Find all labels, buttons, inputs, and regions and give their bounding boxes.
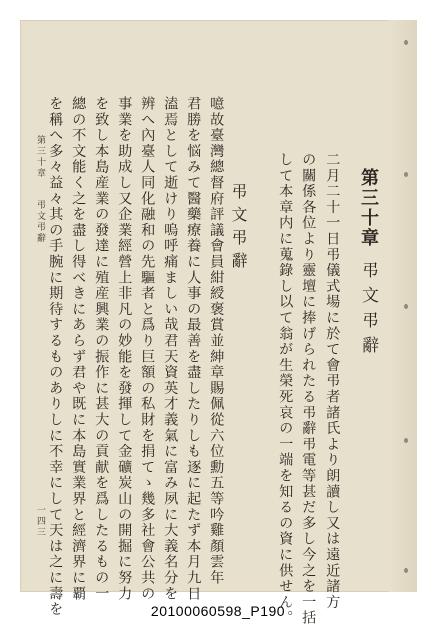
body-line: 溘焉として逝けり嗚呼痛ましい哉君天資英才義氣に富み夙に大義名分を [162, 96, 179, 602]
page-binding-edge [389, 20, 417, 592]
section-title: 弔文弔辭 [229, 183, 248, 275]
intro-line: の關係各位より靈壇に捧げられたる弔辭弔電等甚だ多し今之を一括 [300, 152, 317, 626]
running-header-chapter: 第三十章 [35, 135, 45, 179]
body-line: を致し本島産業の發達に殖産興業の振作に甚大の貢献を爲したるもの一 [93, 96, 110, 602]
chapter-heading: 第三十章 [358, 168, 379, 248]
body-line: 事業を助成し又企業經營上非凡の妙能を發揮して金礦炭山の開掘に努力 [116, 96, 133, 602]
binding-hole [404, 568, 408, 573]
body-line: を稱へ多々益々其の手腕に期待するものありしに不幸にして天は之に壽を [47, 96, 64, 618]
intro-line: して本章内に蒐錄し以て翁が生榮死哀の一端を知るの資に供せん。 [277, 152, 294, 626]
running-header-title: 弔文弔辭 [35, 200, 45, 244]
body-line: 總の不文能く之を盡し得べきにあらず君や既に本島實業界と經濟界に覇 [70, 96, 87, 602]
chapter-title: 弔文弔辭 [358, 261, 378, 361]
body-line: 辨へ內臺人同化融和の先驅者と爲り巨額の私財を捐てゝ幾多社會公共の [139, 96, 156, 602]
binding-hole [404, 172, 408, 177]
page-number: 一四三 [35, 505, 45, 538]
image-caption: 20100060598_P190 [150, 603, 286, 619]
body-line: 君勝を悩みて醫藥療養に人事の最善を盡したりしも逐に起たず本月九日 [185, 96, 202, 602]
binding-hole [404, 438, 408, 443]
intro-line: 二月二十一日弔儀式場に於て會弔者諸氏より朗讀し又は遠近諸方 [324, 152, 341, 611]
binding-hole [404, 304, 408, 309]
binding-hole [404, 40, 408, 45]
body-line: 噫故臺灣總督府評議會員紺綬褒賞並紳章賜佩從六位勳五等吟雞顏雲年 [208, 96, 225, 586]
